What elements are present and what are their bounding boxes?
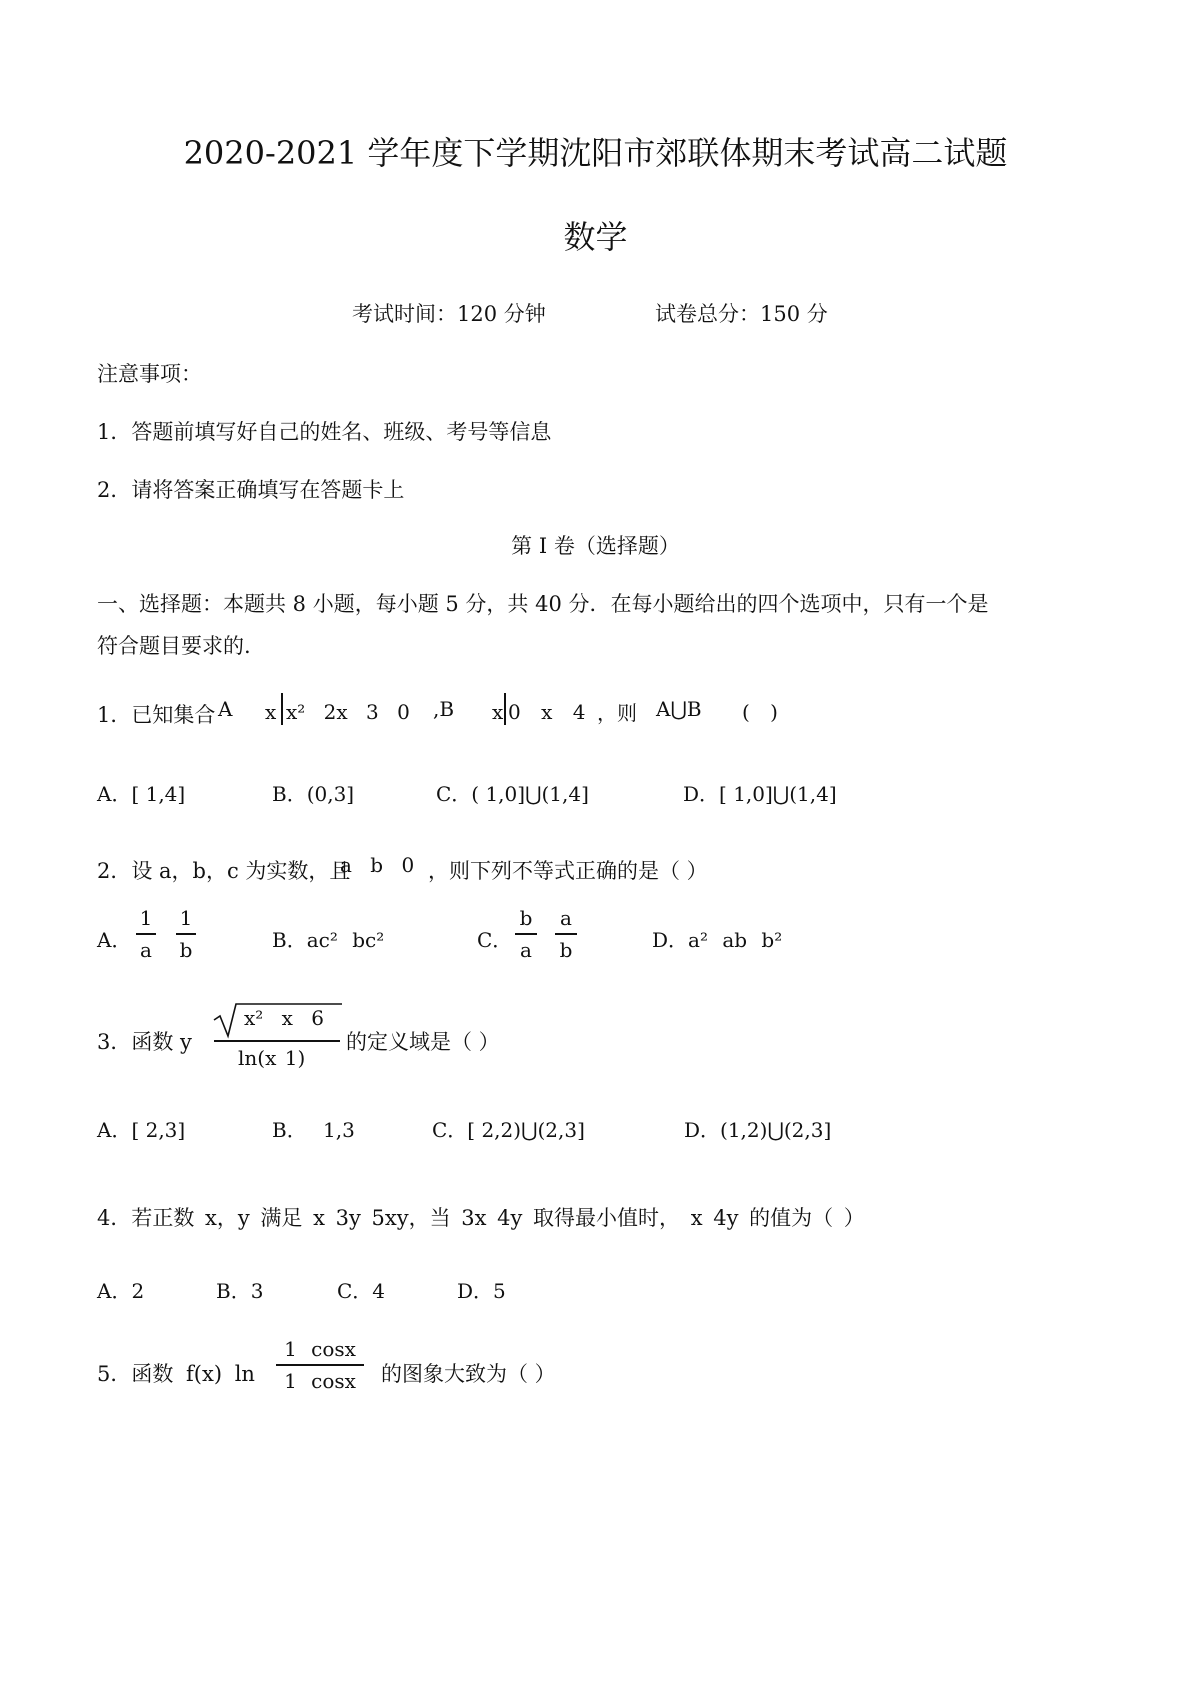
q2-c-frac1-den: a [520,938,532,962]
section-intro-line-1: 一、选择题：本题共 8 小题，每小题 5 分，共 40 分．在每小题给出的四个选项中，只有一个是 [97,592,989,616]
exam-time: 考试时间：120 分钟 [352,302,546,326]
q1-set-a-condition: x² 2x 3 0 [286,700,410,724]
exam-title: 2020-2021 学年度下学期沈阳市郊联体期末考试高二试题 [183,134,1008,172]
q2-c-frac1-line [515,933,537,935]
q5-fraction-line [276,1364,364,1366]
q3-radicand: x² x 6 [244,1006,325,1030]
notes-heading: 注意事项： [97,362,202,386]
section-title: 第 I 卷（选择题） [511,534,680,558]
q3-option-b: B． 1,3 [272,1118,355,1142]
q3-prefix: 3．函数 y [97,1030,192,1054]
q2-option-b: B．ac² bc² [272,928,385,952]
q2-a-frac1-num: 1 [139,906,153,930]
q2-a-frac2-den: b [179,938,193,962]
q4-text: 4．若正数 x，y 满足 x 3y 5xy，当 3x 4y 取得最小值时， x 4y 的值为（ ） [97,1206,865,1230]
q1-set-b-condition: 0 x 4 [508,700,586,724]
q2-condition: a b 0 [340,853,415,877]
q4-option-b: B．3 [216,1279,264,1303]
q1-set-a-label: A [218,697,233,721]
section-intro-line-2: 符合题目要求的. [97,634,251,658]
q2-a-frac1-line [136,933,156,935]
q2-a-frac2-num: 1 [179,906,193,930]
q5-suffix: 的图象大致为（ ） [381,1362,556,1386]
q5-prefix: 5．函数 f(x) ln [97,1362,255,1386]
q1-option-b: B．(0,3] [272,782,355,806]
q2-c-frac2-num: a [560,906,572,930]
q2-a-frac2-line [176,933,196,935]
q2-option-c-label: C． [477,928,513,952]
notes-item-1: 1．答题前填写好自己的姓名、班级、考号等信息 [97,420,552,444]
q3-denominator: ln(x 1) [238,1046,306,1070]
q1-option-a: A．[ 1,4] [97,782,186,806]
q1-set-b-var: x [492,700,504,724]
q2-c-frac1-num: b [519,906,533,930]
q3-option-a: A．[ 2,3] [97,1118,186,1142]
q1-option-d: D．[ 1,0]⋃(1,4] [683,782,837,806]
q1-prefix: 1．已知集合 [97,703,216,727]
q5-numerator: 1 cosx [284,1337,356,1361]
notes-item-2: 2．请将答案正确填写在答题卡上 [97,478,405,502]
q4-option-d: D．5 [457,1279,506,1303]
q5-denominator: 1 cosx [284,1369,356,1393]
q3-option-c: C．[ 2,2)⋃(2,3] [432,1118,585,1142]
total-score: 试卷总分：150 分 [655,302,828,326]
q2-suffix: ，则下列不等式正确的是（ ） [428,859,708,883]
q1-separator: ,B [433,697,455,721]
q1-option-c: C．( 1,0]⋃(1,4] [436,782,589,806]
q1-then: ，则 [597,701,637,725]
q1-set-a-var: x [265,700,277,724]
q1-set-a-divider [281,693,283,725]
q3-fraction-line [214,1040,340,1042]
subject-title: 数学 [563,218,628,256]
q2-c-frac2-den: b [559,938,573,962]
q3-suffix: 的定义域是（ ） [346,1030,500,1054]
q4-option-c: C．4 [337,1279,386,1303]
q4-option-a: A．2 [97,1279,145,1303]
q2-c-frac2-line [555,933,577,935]
q2-prefix: 2．设 a，b，c 为实数，且 [97,859,351,883]
q2-option-d: D．a² ab b² [652,928,783,952]
q2-a-frac1-den: a [140,938,152,962]
q3-option-d: D．(1,2)⋃(2,3] [684,1118,832,1142]
q1-union-expr: A⋃B [656,697,702,721]
q1-set-b-divider [504,693,506,725]
q1-answer-paren: ( ) [742,700,778,724]
q2-option-a-label: A． [97,928,132,952]
